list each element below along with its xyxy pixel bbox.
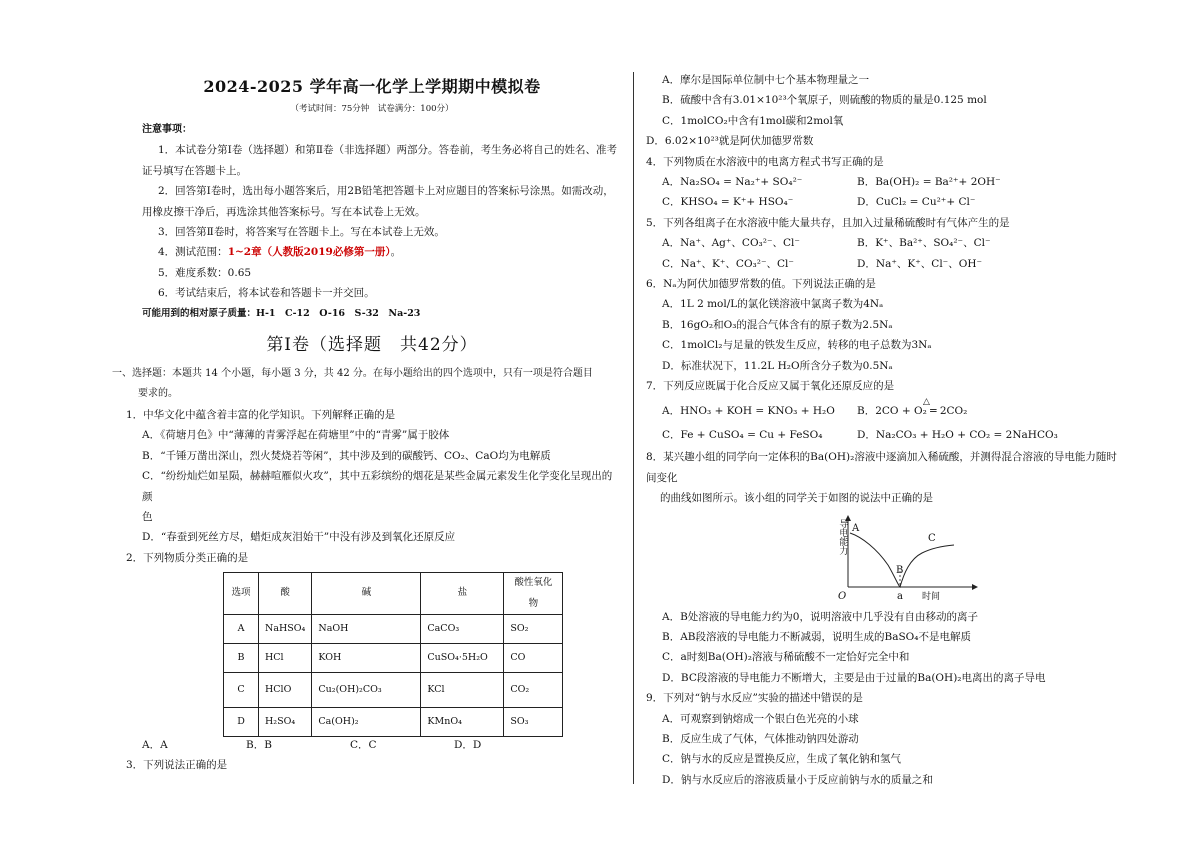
option-b: B．Ba(OH)₂ = Ba²⁺+ 2OH⁻ [857, 176, 1001, 189]
table-cell: H₂SO₄ [259, 707, 312, 736]
option-d: D．“春蚕到死丝方尽，蜡炬成灰泪始干”中没有涉及到氧化还原反应 [142, 531, 456, 544]
option-d: D．Na₂CO₃ + H₂O + CO₂ = 2NaHCO₃ [857, 428, 1058, 441]
question-8 [646, 447, 1126, 688]
table-cell: CO [504, 643, 563, 672]
option-a: A．《荷塘月色》中“薄薄的青雾浮起在荷塘里”中的“青雾”属于胶体 [142, 429, 450, 442]
table-cell: Ca(OH)₂ [312, 707, 421, 736]
option-row [646, 254, 1126, 274]
table-cell: B [224, 643, 259, 672]
option-d: D．D [454, 738, 482, 751]
exam-title: 2024-2025 学年高一化学上学期期中模拟卷 [203, 77, 541, 96]
question-stem-cont: 的曲线如图所示。该小组的同学关于如图的说法中正确的是 [660, 492, 933, 505]
option-a: A．摩尔是国际单位制中七个基本物理量之一 [662, 74, 870, 86]
question-2 [126, 548, 622, 756]
option-b-text: B．2CO + O₂ ═ 2CO₂ [857, 404, 968, 417]
option-row [646, 192, 1126, 212]
table-cell: HClO [259, 672, 312, 707]
table-header: 盐 [421, 573, 504, 615]
question-3-stem: 3．下列说法正确的是 [126, 759, 228, 772]
option-c: C．Fe + CuSO₄ = Cu + FeSO₄ [662, 428, 823, 441]
option-c: C．a时刻Ba(OH)₂溶液与稀硫酸不一定恰好完全中和 [662, 651, 910, 664]
option-b: B．AB段溶液的导电能力不断减弱，说明生成的BaSO₄不是电解质 [662, 630, 972, 643]
x-axis-label: 时间 [922, 591, 941, 602]
question-4 [646, 152, 1126, 213]
option-d: D．标准状况下，11.2L H₂O所含分子数为0.5Nₐ [662, 359, 893, 372]
table-row [224, 672, 563, 707]
table-cell: CuSO₄·5H₂O [421, 643, 504, 672]
option-d: D．Na⁺、K⁺、Cl⁻、OH⁻ [857, 257, 983, 270]
table-header: 碱 [312, 573, 421, 615]
classification-table [223, 572, 563, 737]
heat-condition: △ [923, 396, 930, 407]
option-d: D．钠与水反应后的溶液质量小于反应前钠与水的质量之和 [662, 773, 933, 786]
option-b [857, 396, 968, 421]
table-cell: SO₃ [504, 707, 563, 736]
table-header-row [224, 573, 563, 615]
section-intro [112, 364, 622, 405]
option-c: C．KHSO₄ = K⁺+ HSO₄⁻ [662, 196, 794, 209]
option-c: C．1molCO₂中含有1mol碳和2mol氧 [662, 114, 844, 127]
question-stem: 8．某兴趣小组的同学向一定体积的Ba(OH)₂溶液中逐滴加入稀硫酸，并测得混合溶液的导电能力随时间变化 [646, 451, 1117, 484]
question-stem: 4．下列物质在水溶液中的电离方程式书写正确的是 [646, 155, 884, 168]
table-cell: NaOH [312, 614, 421, 643]
table-cell: KOH [312, 643, 421, 672]
table-cell: KMnO₄ [421, 707, 504, 736]
table-cell: Cu₂(OH)₂CO₃ [312, 672, 421, 707]
option-a: A．Na₂SO₄ = Na₂⁺+ SO₄²⁻ [662, 176, 803, 189]
option-a: A．B处溶液的导电能力约为0，说明溶液中几乎没有自由移动的离子 [662, 610, 978, 623]
option-c: C．1molCl₂与足量的铁发生反应，转移的电子总数为3Nₐ [662, 339, 932, 352]
time-a-label: a [897, 590, 903, 602]
point-c-label: C [928, 532, 936, 544]
right-column [646, 70, 1126, 790]
part1-title: 第Ⅰ卷（选择题 共42分） [266, 335, 478, 356]
table-cell: CaCO₃ [421, 614, 504, 643]
question-3-options [646, 70, 1126, 152]
option-b: B．硫酸中含有3.01×10²³个氧原子，则硫酸的物质的量是0.125 mol [662, 94, 987, 107]
question-7 [646, 376, 1126, 445]
table-row [224, 707, 563, 736]
atomic-masses: 可能用到的相对原子质量：H-1 C-12 O-16 S-32 Na-23 [142, 307, 421, 319]
conductivity-graph [822, 513, 982, 603]
notice-item-4 [122, 242, 622, 262]
question-stem: 7．下列反应既属于化合反应又属于氧化还原反应的是 [646, 380, 895, 393]
table-cell: CO₂ [504, 672, 563, 707]
option-c: C．C [350, 738, 377, 751]
question-stem: 6．Nₐ为阿伏加德罗常数的值。下列说法正确的是 [646, 278, 876, 291]
q2-answer-options [126, 735, 622, 755]
notice-scope-value: 1~2章（人教版2019必修第一册） [227, 246, 391, 259]
table-row [224, 643, 563, 672]
option-d: D．CuCl₂ = Cu²⁺+ Cl⁻ [857, 196, 976, 209]
option-b: B．B [246, 738, 272, 751]
table-cell: HCl [259, 643, 312, 672]
table-cell: A [224, 614, 259, 643]
x-axis-arrow [972, 584, 978, 590]
point-a-label: A [852, 522, 860, 534]
option-d: D．BC段溶液的导电能力不断增大，主要是由于过量的Ba(OH)₂电离出的离子导电 [662, 671, 1046, 684]
option-c: C．“纷纷灿烂如星陨，赫赫喧雁似火攻”，其中五彩缤纷的烟花是某些金属元素发生化学变化呈现出的颜 [142, 470, 613, 503]
option-row [646, 396, 1126, 421]
option-c-cont: 色 [142, 510, 153, 523]
option-a: A．1L 2 mol/L的氯化镁溶液中氯离子数为4Nₐ [662, 298, 884, 311]
option-row [646, 172, 1126, 192]
notice-item-6: 6．考试结束后，将本试卷和答题卡一并交回。 [158, 287, 375, 300]
table-header: 选项 [224, 573, 259, 615]
origin-label: O [838, 590, 847, 602]
question-stem: 1．中华文化中蕴含着丰富的化学知识。下列解释正确的是 [126, 408, 396, 421]
table-row [224, 614, 563, 643]
option-a: A．Na⁺、Ag⁺、CO₃²⁻、Cl⁻ [662, 237, 800, 250]
notice-item-2: 2．回答第Ⅰ卷时，选出每小题答案后，用2B铅笔把答题卡上对应题目的答案标号涂黑。如需改动，用橡皮擦干净后，再选涂其他答案标号。写在本试卷上无效。 [142, 185, 614, 218]
point-b-label: B [896, 564, 904, 576]
question-5 [646, 213, 1126, 274]
column-divider [633, 72, 634, 784]
notice-item-1: 1．本试卷分第Ⅰ卷（选择题）和第Ⅱ卷（非选择题）两部分。答卷前，考生务必将自己的姓名、准考证号填写在答题卡上。 [142, 144, 617, 177]
exam-subtitle: （考试时间：75分钟 试卷满分：100分） [290, 104, 454, 114]
option-d: D．6.02×10²³就是阿伏加德罗常数 [646, 135, 814, 148]
notice-heading: 注意事项： [142, 124, 192, 135]
option-a: A．A [142, 738, 168, 751]
table-cell: C [224, 672, 259, 707]
question-9 [646, 688, 1126, 790]
option-b: B．16gO₂和O₃的混合气体含有的原子数为2.5Nₐ [662, 318, 893, 331]
option-b: B．反应生成了气体，气体推动钠四处游动 [662, 732, 859, 745]
table-header: 酸性氧化物 [504, 573, 563, 615]
question-stem: 5．下列各组离子在水溶液中能大量共存，且加入过量稀硫酸时有气体产生的是 [646, 216, 1010, 229]
left-column [112, 70, 622, 776]
section-intro-line2: 要求的。 [138, 388, 178, 400]
table-header: 酸 [259, 573, 312, 615]
option-row [646, 233, 1126, 253]
option-a: A．HNO₃ + KOH = KNO₃ + H₂O [662, 404, 835, 417]
table-cell: SO₂ [504, 614, 563, 643]
table-cell: KCl [421, 672, 504, 707]
option-b: B．“千锤万凿出深山，烈火焚烧若等闲”，其中涉及到的碳酸钙、CO₂、CaO均为电解质 [142, 449, 551, 462]
question-stem: 2．下列物质分类正确的是 [126, 551, 249, 564]
notice-item-3: 3．回答第Ⅱ卷时，将答案写在答题卡上。写在本试卷上无效。 [158, 226, 445, 239]
notice-scope-end: 。 [390, 246, 402, 259]
option-c: C．Na⁺、K⁺、CO₃²⁻、Cl⁻ [662, 257, 794, 270]
y-axis-label: 导电能力 [837, 518, 848, 555]
question-6 [646, 274, 1126, 376]
notice-item-5: 5．难度系数：0.65 [158, 266, 252, 279]
notice-scope-label: 4．测试范围： [158, 246, 228, 259]
option-c: C．钠与水的反应是置换反应，生成了氧化钠和氢气 [662, 753, 902, 766]
question-stem: 9．下列对“钠与水反应”实验的描述中错误的是 [646, 692, 863, 705]
question-1 [126, 405, 622, 548]
section-intro-line1: 一、选择题：本题共 14 个小题，每小题 3 分，共 42 分。在每小题给出的四个选项中，只有一项是符合题目 [112, 368, 593, 380]
option-row [646, 425, 1126, 445]
table-cell: D [224, 707, 259, 736]
option-a: A．可观察到钠熔成一个银白色光亮的小球 [662, 712, 859, 725]
table-cell: NaHSO₄ [259, 614, 312, 643]
option-b: B．K⁺、Ba²⁺、SO₄²⁻、Cl⁻ [857, 237, 991, 250]
